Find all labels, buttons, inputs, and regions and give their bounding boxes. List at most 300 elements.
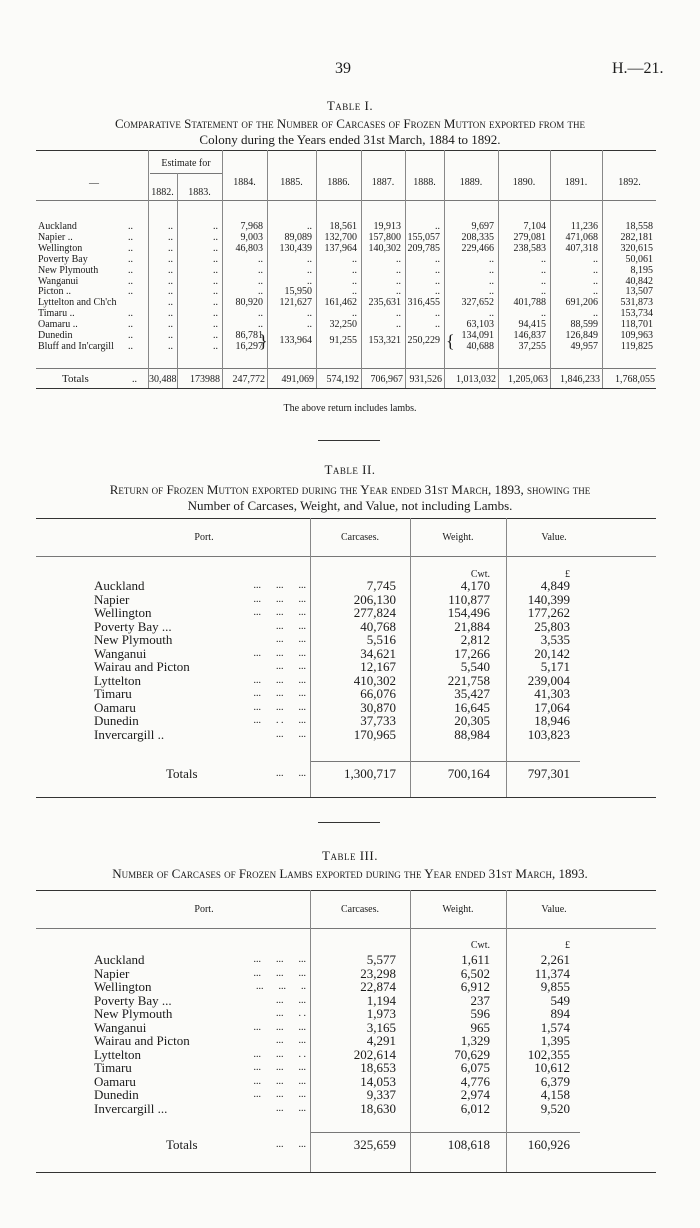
table1-cell: ..: [307, 264, 312, 276]
table3-carcases-cell: 18,630: [360, 1100, 396, 1116]
table1-cell: ..: [168, 330, 173, 341]
section-divider-1: [318, 440, 380, 441]
table1-port-name: Lyttelton and Ch'ch: [38, 297, 117, 309]
table1-cell: ..: [213, 253, 218, 265]
table1-cell: 134,091: [461, 330, 494, 341]
table3-weight-cell: 965: [470, 1019, 490, 1035]
table1-cell: 137,964: [324, 242, 357, 254]
left-brace: }: [259, 331, 268, 351]
table2-carcases-cell: 30,870: [360, 699, 396, 715]
table1-cell: 9,003: [240, 231, 263, 243]
table1-cell: ..: [213, 308, 218, 320]
table1-cell: 40,842: [625, 275, 653, 287]
table3-header-rule: [36, 928, 656, 929]
document-reference: H.—21.: [612, 60, 664, 77]
table1-cell: ..: [258, 264, 263, 276]
table1-column-header: 1882.: [151, 187, 174, 198]
table1-port-name: Dunedin: [38, 330, 73, 341]
table3-column-rule: [410, 890, 411, 1172]
table1-cell: ..: [435, 286, 440, 298]
table1-totals-rule: [36, 368, 656, 369]
table1-cell: ..: [396, 308, 401, 320]
table1-leader-dots: ..: [128, 286, 133, 298]
table1-column-header: 1883.: [188, 187, 211, 198]
table3-carcases-cell: 1,194: [366, 992, 396, 1008]
table2-leader-dots: ... ... ...: [253, 701, 306, 713]
table3-totals-dots: ... ...: [276, 1139, 306, 1150]
table3-value-cell: 2,261: [540, 952, 570, 967]
table1-cell: 11,236: [570, 221, 598, 232]
table1-cell: ..: [541, 264, 546, 276]
table2-title-line1: Return of Frozen Mutton exported during the Year ended 31st March, 1893, showing the: [109, 482, 591, 497]
table2-bottom-rule: [36, 797, 656, 798]
table3-value-cell: 549: [550, 992, 570, 1008]
table1-cell: 146,837: [513, 330, 546, 341]
table1-cell: 209,785: [407, 242, 440, 254]
table1-cell: ..: [168, 242, 173, 254]
table1-cell: 40,688: [466, 340, 494, 352]
table1-leader-dots: ..: [128, 221, 133, 232]
table3-leader-dots: ... ... ...: [253, 1021, 306, 1033]
table1-total-cell: 706,967: [370, 374, 403, 385]
table1-cell: ..: [213, 264, 218, 276]
table3-port-name: Wellington: [94, 979, 152, 994]
table2-header-carcases: Carcases.: [340, 532, 380, 543]
table2-title-line2: Number of Carcases, Weight, and Value, not including Lambs.: [187, 498, 513, 513]
table3-total-weight: 108,618: [447, 1137, 490, 1152]
table1-cell: 407,318: [565, 242, 598, 254]
table1-port-name: Napier ..: [38, 231, 73, 243]
table2-port-name: Dunedin: [94, 713, 139, 728]
table2-leader-dots: ... . . ...: [253, 715, 306, 726]
table2-leader-dots: ... ...: [276, 728, 306, 740]
table2-port-name: Wellington: [94, 605, 152, 620]
table1-cell: ..: [396, 275, 401, 287]
table1-cell: ..: [307, 275, 312, 287]
table1-column-header: 1892.: [618, 177, 641, 188]
table3-carcases-cell: 9,337: [366, 1087, 396, 1102]
table2-column-rule: [310, 518, 311, 797]
table1-cell: ..: [396, 253, 401, 265]
table1-cell: ..: [213, 297, 218, 309]
table1: [0, 0, 700, 420]
table2-value-cell: 4,849: [540, 578, 570, 593]
table1-dash-header: —: [89, 178, 99, 189]
table1-cell: ..: [435, 253, 440, 265]
table1-port-name: Oamaru ..: [38, 319, 78, 331]
table1-leader-dots: ..: [128, 242, 133, 254]
table2-value-cell: 3,535: [540, 632, 570, 647]
table2-leader-dots: ... ... ...: [253, 647, 306, 659]
table1-cell: 155,057: [407, 231, 440, 243]
table3-carcases-cell: 18,653: [360, 1060, 396, 1075]
table1-port-name: Picton ..: [38, 286, 72, 298]
table2-weight-cell: 110,877: [448, 591, 490, 607]
table3-weight-cell: 4,776: [460, 1073, 490, 1089]
table2-carcases-cell: 66,076: [360, 686, 396, 701]
table1-cell: 13,507: [625, 286, 653, 298]
table1-cell: ..: [213, 319, 218, 331]
table1-cell: 282,181: [620, 231, 653, 243]
table3-leader-dots: ... . .: [276, 1008, 306, 1019]
table2-total-carcases: 1,300,717: [344, 766, 396, 781]
table2-column-rule: [506, 518, 507, 797]
table3-carcases-cell: 14,053: [360, 1073, 396, 1089]
table3-leader-dots: ... ...: [276, 1102, 306, 1114]
table3-weight-cell: 1,329: [460, 1033, 490, 1048]
table3-port-name: Oamaru: [94, 1073, 136, 1089]
table1-bottom-rule: [36, 388, 656, 389]
table1-cell: ..: [168, 231, 173, 243]
table1-cell: ..: [168, 221, 173, 232]
table3-carcases-cell: 1,973: [366, 1006, 396, 1021]
table1-cell: ..: [435, 221, 440, 232]
table3-leader-dots: ... ... ...: [253, 1062, 306, 1073]
table3-weight-cell: 2,974: [460, 1087, 490, 1102]
table1-port-name: Poverty Bay: [38, 253, 88, 265]
table3-leader-dots: ... ... ...: [253, 967, 306, 979]
table3-port-name: Wairau and Picton: [94, 1033, 190, 1048]
table1-cell: ..: [352, 275, 357, 287]
table2-value-cell: 140,399: [527, 591, 570, 607]
table1-cell: ..: [168, 308, 173, 320]
table3-leader-dots: ... ... ...: [253, 1089, 306, 1100]
table2-carcases-cell: 37,733: [360, 713, 396, 728]
table2-weight-cell: 17,266: [454, 645, 490, 661]
table3-value-cell: 9,520: [540, 1100, 570, 1116]
table3-top-rule: [36, 890, 656, 891]
table1-cell: 86,781: [235, 330, 263, 341]
table1-cell: 471,068: [565, 231, 598, 243]
table2-port-name: Poverty Bay ...: [94, 618, 172, 634]
table3-weight-cell: 6,075: [460, 1060, 490, 1075]
table3-value-cell: 102,355: [527, 1046, 570, 1062]
table2-leader-dots: ... ...: [276, 634, 306, 645]
table2-weight-cell: 221,758: [447, 672, 490, 688]
table1-cell: 46,803: [235, 242, 263, 254]
table3-total-value: 160,926: [527, 1137, 570, 1152]
table2-carcases-cell: 206,130: [353, 591, 396, 607]
table3-header-carcases: Carcases.: [340, 904, 380, 915]
table1-port-name: Auckland: [38, 221, 77, 232]
table1-leader-dots: ..: [128, 340, 133, 352]
table1-cell: ..: [213, 330, 218, 341]
table1-cell: 531,873: [620, 297, 653, 309]
table3-weight-cell: 237: [470, 992, 490, 1008]
table1-total-cell: 1,768,055: [615, 374, 655, 385]
table1-cell: ..: [258, 253, 263, 265]
table2-header-port: Port.: [194, 532, 214, 543]
table1-cell: ..: [489, 275, 494, 287]
table1-estimate-rule: [150, 173, 222, 174]
table1-cell: ..: [541, 253, 546, 265]
table1-cell: ..: [435, 319, 440, 331]
table3-leader-dots: ... ... ..: [256, 981, 306, 992]
table1-leader-dots: ..: [128, 308, 133, 320]
page-number: 39: [335, 60, 351, 77]
table1-cell: ..: [258, 275, 263, 287]
table1-cell: 89,089: [284, 231, 312, 243]
table1-cell: 18,561: [329, 221, 357, 232]
left-brace: {: [446, 331, 455, 351]
table2-port-name: Lyttelton: [94, 672, 141, 688]
table2-value-cell: 103,823: [527, 726, 570, 742]
table1-cell: 279,081: [513, 231, 546, 243]
table1-total-cell: 491,069: [281, 374, 314, 385]
table1-leader-dots: ..: [128, 275, 133, 287]
table3-header-weight: Weight.: [442, 904, 474, 915]
table2-leader-dots: ... ... ...: [253, 607, 306, 618]
table2-port-name: Wairau and Picton: [94, 659, 190, 674]
table1-total-cell: 1,205,063: [508, 374, 548, 385]
table2-carcases-cell: 40,768: [360, 618, 396, 634]
table3-leader-dots: ... ... ...: [253, 1075, 306, 1087]
table3-header-port: Port.: [194, 904, 214, 915]
table3-value-cell: 4,158: [540, 1087, 570, 1102]
table1-cell: 15,950: [284, 286, 312, 298]
table1-estimate-header: Estimate for: [161, 158, 211, 169]
table2-carcases-cell: 170,965: [353, 726, 396, 742]
table3-carcases-cell: 5,577: [366, 952, 396, 967]
table1-cell: ..: [593, 253, 598, 265]
table3-port-name: Wanganui: [94, 1019, 147, 1035]
table1-top-rule: [36, 150, 656, 151]
table2-port-name: New Plymouth: [94, 632, 173, 647]
table1-cell: ..: [541, 275, 546, 287]
table2-weight-cell: 16,645: [454, 699, 490, 715]
table1-cell: 157,800: [368, 231, 401, 243]
table3-value-cell: 894: [550, 1006, 570, 1021]
table2-port-name: Wanganui: [94, 645, 147, 661]
table1-cell: ..: [168, 340, 173, 352]
table1-cell: 9,697: [471, 221, 494, 232]
table1-cell: 208,335: [461, 231, 494, 243]
table3-weight-cell: 6,012: [460, 1100, 490, 1116]
table1-cell: ..: [396, 319, 401, 331]
table3-port-name: Dunedin: [94, 1087, 139, 1102]
table2-top-rule: [36, 518, 656, 519]
table1-cell: 121,627: [279, 297, 312, 309]
table1-shared-cell: 250,229: [407, 335, 440, 347]
table2-weight-cell: 35,427: [454, 686, 490, 701]
table2-value-cell: 239,004: [527, 672, 570, 688]
table2-totals-label: Totals: [166, 766, 198, 781]
table2-leader-dots: ... ... ...: [253, 593, 306, 605]
table2-header-value: Value.: [541, 532, 567, 543]
table1-cell: 229,466: [461, 242, 494, 254]
table1-cell: ..: [489, 286, 494, 298]
table1-cell: ..: [213, 221, 218, 232]
table1-cell: ..: [593, 308, 598, 320]
table1-cell: ..: [213, 242, 218, 254]
table1-cell: 235,631: [368, 297, 401, 309]
table2-port-name: Napier: [94, 591, 130, 607]
table1-cell: 126,849: [565, 330, 598, 341]
table3-port-name: Auckland: [94, 952, 145, 967]
table1-column-header: 1891.: [564, 177, 588, 188]
table1-cell: ..: [435, 264, 440, 276]
table1-column-header: 1890.: [512, 177, 536, 188]
table3-value-cell: 6,379: [540, 1073, 570, 1089]
table1-leader-dots: ..: [128, 264, 133, 276]
table1-port-name: Bluff and In'cargill: [38, 340, 114, 352]
table1-totals-dots: ..: [132, 374, 137, 385]
table1-total-cell: 931,526: [409, 374, 442, 385]
table2-header-weight: Weight.: [442, 532, 474, 543]
table2-carcases-cell: 12,167: [360, 659, 396, 674]
table3-totals-label: Totals: [166, 1137, 198, 1152]
table2-total-value: 797,301: [527, 766, 570, 781]
table1-cell: ..: [489, 253, 494, 265]
table1-cell: ..: [258, 308, 263, 320]
table1-totals-label: Totals: [62, 373, 89, 385]
table1-cell: ..: [352, 286, 357, 298]
table3-carcases-cell: 23,298: [360, 965, 396, 981]
table1-cell: 63,103: [466, 319, 494, 331]
table2-weight-cell: 4,170: [460, 578, 490, 593]
table2-unit-value: £: [565, 569, 570, 580]
table1-header-rule: [36, 200, 656, 201]
table1-cell: 50,061: [625, 253, 653, 265]
table3-carcases-cell: 4,291: [366, 1033, 396, 1048]
table3-weight-cell: 70,629: [454, 1046, 490, 1062]
table1-cell: ..: [168, 286, 173, 298]
table2-leader-dots: ... ... ...: [253, 688, 306, 699]
table1-cell: ..: [213, 286, 218, 298]
table3-carcases-cell: 3,165: [366, 1019, 396, 1035]
table1-cell: 19,913: [373, 221, 401, 232]
table1-cell: ..: [396, 264, 401, 276]
table1-cell: 7,968: [240, 221, 263, 232]
table1-port-name: Wellington: [38, 242, 83, 254]
table2-totals-dots: ... ...: [276, 768, 306, 779]
table3-leader-dots: ... ... ...: [253, 954, 306, 965]
table1-column-header: 1889.: [459, 177, 483, 188]
table1-cell: 88,599: [570, 319, 598, 331]
table2-value-cell: 41,303: [534, 686, 570, 701]
table1-column-header: 1886.: [327, 177, 350, 188]
table1-cell: ..: [168, 275, 173, 287]
table2-carcases-cell: 277,824: [353, 605, 396, 620]
table3-weight-cell: 1,611: [461, 952, 490, 967]
table2-value-cell: 18,946: [534, 713, 570, 728]
table3-value-cell: 1,395: [540, 1033, 570, 1048]
table1-cell: ..: [213, 231, 218, 243]
table2-header-rule: [36, 556, 656, 557]
table2-port-name: Oamaru: [94, 699, 136, 715]
table3-port-name: Invercargill ...: [94, 1100, 168, 1116]
table3-leader-dots: ... ...: [276, 1035, 306, 1046]
table1-cell: ..: [593, 275, 598, 287]
table1-port-name: Wanganui: [38, 275, 79, 287]
table2-weight-cell: 5,540: [460, 659, 490, 674]
table1-shared-cell: 91,255: [329, 335, 357, 347]
table1-cell: ..: [213, 340, 218, 352]
table2-leader-dots: ... ... ...: [253, 580, 306, 591]
table1-cell: ..: [168, 297, 173, 309]
table1-leader-dots: ..: [128, 231, 133, 243]
table1-cell: ..: [168, 319, 173, 331]
table1-column-header: 1887.: [371, 177, 395, 188]
table3-name: Table III.: [322, 848, 378, 863]
table2-carcases-cell: 410,302: [353, 672, 396, 688]
table1-shared-cell: 133,964: [279, 335, 312, 347]
table1-cell: ..: [352, 253, 357, 265]
table1-cell: 37,255: [518, 340, 546, 352]
table2-port-name: Auckland: [94, 578, 145, 593]
table3-title-line1: Number of Carcases of Frozen Lambs exported during the Year ended 31st March, 1893.: [112, 866, 588, 881]
table1-cell: 130,439: [279, 242, 312, 254]
table2-weight-cell: 21,884: [454, 618, 490, 634]
table2-carcases-cell: 7,745: [366, 578, 396, 593]
table3-port-name: New Plymouth: [94, 1006, 173, 1021]
table3-header-value: Value.: [541, 904, 567, 915]
table3-port-name: Napier: [94, 965, 130, 981]
table1-cell: 153,734: [620, 308, 653, 320]
table1-cell: 7,104: [523, 221, 546, 232]
table1-cell: ..: [489, 264, 494, 276]
table1-cell: 238,583: [513, 242, 546, 254]
table2-weight-cell: 20,305: [454, 713, 490, 728]
table1-total-cell: 1,846,233: [560, 374, 600, 385]
table3-totals-rule: [310, 1132, 580, 1133]
table1-title-line2: Colony during the Years ended 31st March, 1884 to 1892.: [199, 132, 501, 147]
table1-cell: 18,558: [625, 221, 653, 232]
table1-cell: 401,788: [513, 297, 546, 309]
table1-cell: ..: [258, 319, 263, 331]
table1-note: The above return includes lambs.: [283, 403, 417, 414]
table3-unit-value: £: [565, 940, 570, 951]
table1-cell: ..: [541, 308, 546, 320]
table1-cell: 118,701: [620, 319, 653, 331]
table1-column-header: 1885.: [280, 177, 303, 188]
table1-column-header: 1888.: [413, 177, 436, 188]
table1-shared-cell: 153,321: [368, 335, 401, 347]
table1-cell: 161,462: [324, 297, 357, 309]
table1-cell: 94,415: [518, 319, 546, 331]
table3-column-rule: [310, 890, 311, 1172]
table1-leader-dots: ..: [128, 253, 133, 265]
table1-leader-dots: ..: [128, 319, 133, 331]
table3-bottom-rule: [36, 1172, 656, 1173]
table1-cell: ..: [307, 221, 312, 232]
table3-weight-cell: 596: [470, 1006, 490, 1021]
table1-cell: ..: [307, 253, 312, 265]
table3-port-name: Poverty Bay ...: [94, 992, 172, 1008]
table2-unit-weight: Cwt.: [470, 569, 490, 580]
table1-cell: 316,455: [407, 297, 440, 309]
table1-cell: 16,297: [235, 340, 263, 352]
table2-weight-cell: 154,496: [447, 605, 490, 620]
table2-weight-cell: 2,812: [460, 632, 490, 647]
table3-leader-dots: ... ... . .: [253, 1048, 306, 1060]
table1-cell: ..: [307, 308, 312, 320]
table3-value-cell: 11,374: [534, 965, 570, 981]
table3-weight-cell: 6,912: [460, 979, 490, 994]
table1-cell: ..: [168, 253, 173, 265]
table2-carcases-cell: 5,516: [366, 632, 396, 647]
table1-total-cell: 30,488: [149, 374, 177, 385]
table1-cell: 691,206: [565, 297, 598, 309]
table1-title-line1: Comparative Statement of the Number of Carcases of Frozen Mutton exported from the: [114, 116, 586, 131]
table3-leader-dots: ... ...: [276, 994, 306, 1006]
table1-leader-dots: ..: [128, 330, 133, 341]
table2-value-cell: 25,803: [534, 618, 570, 634]
table2-leader-dots: ... ... ...: [253, 674, 306, 686]
table2-leader-dots: ... ...: [276, 620, 306, 632]
table3-unit-weight: Cwt.: [470, 940, 490, 951]
table2-total-weight: 700,164: [447, 766, 490, 781]
